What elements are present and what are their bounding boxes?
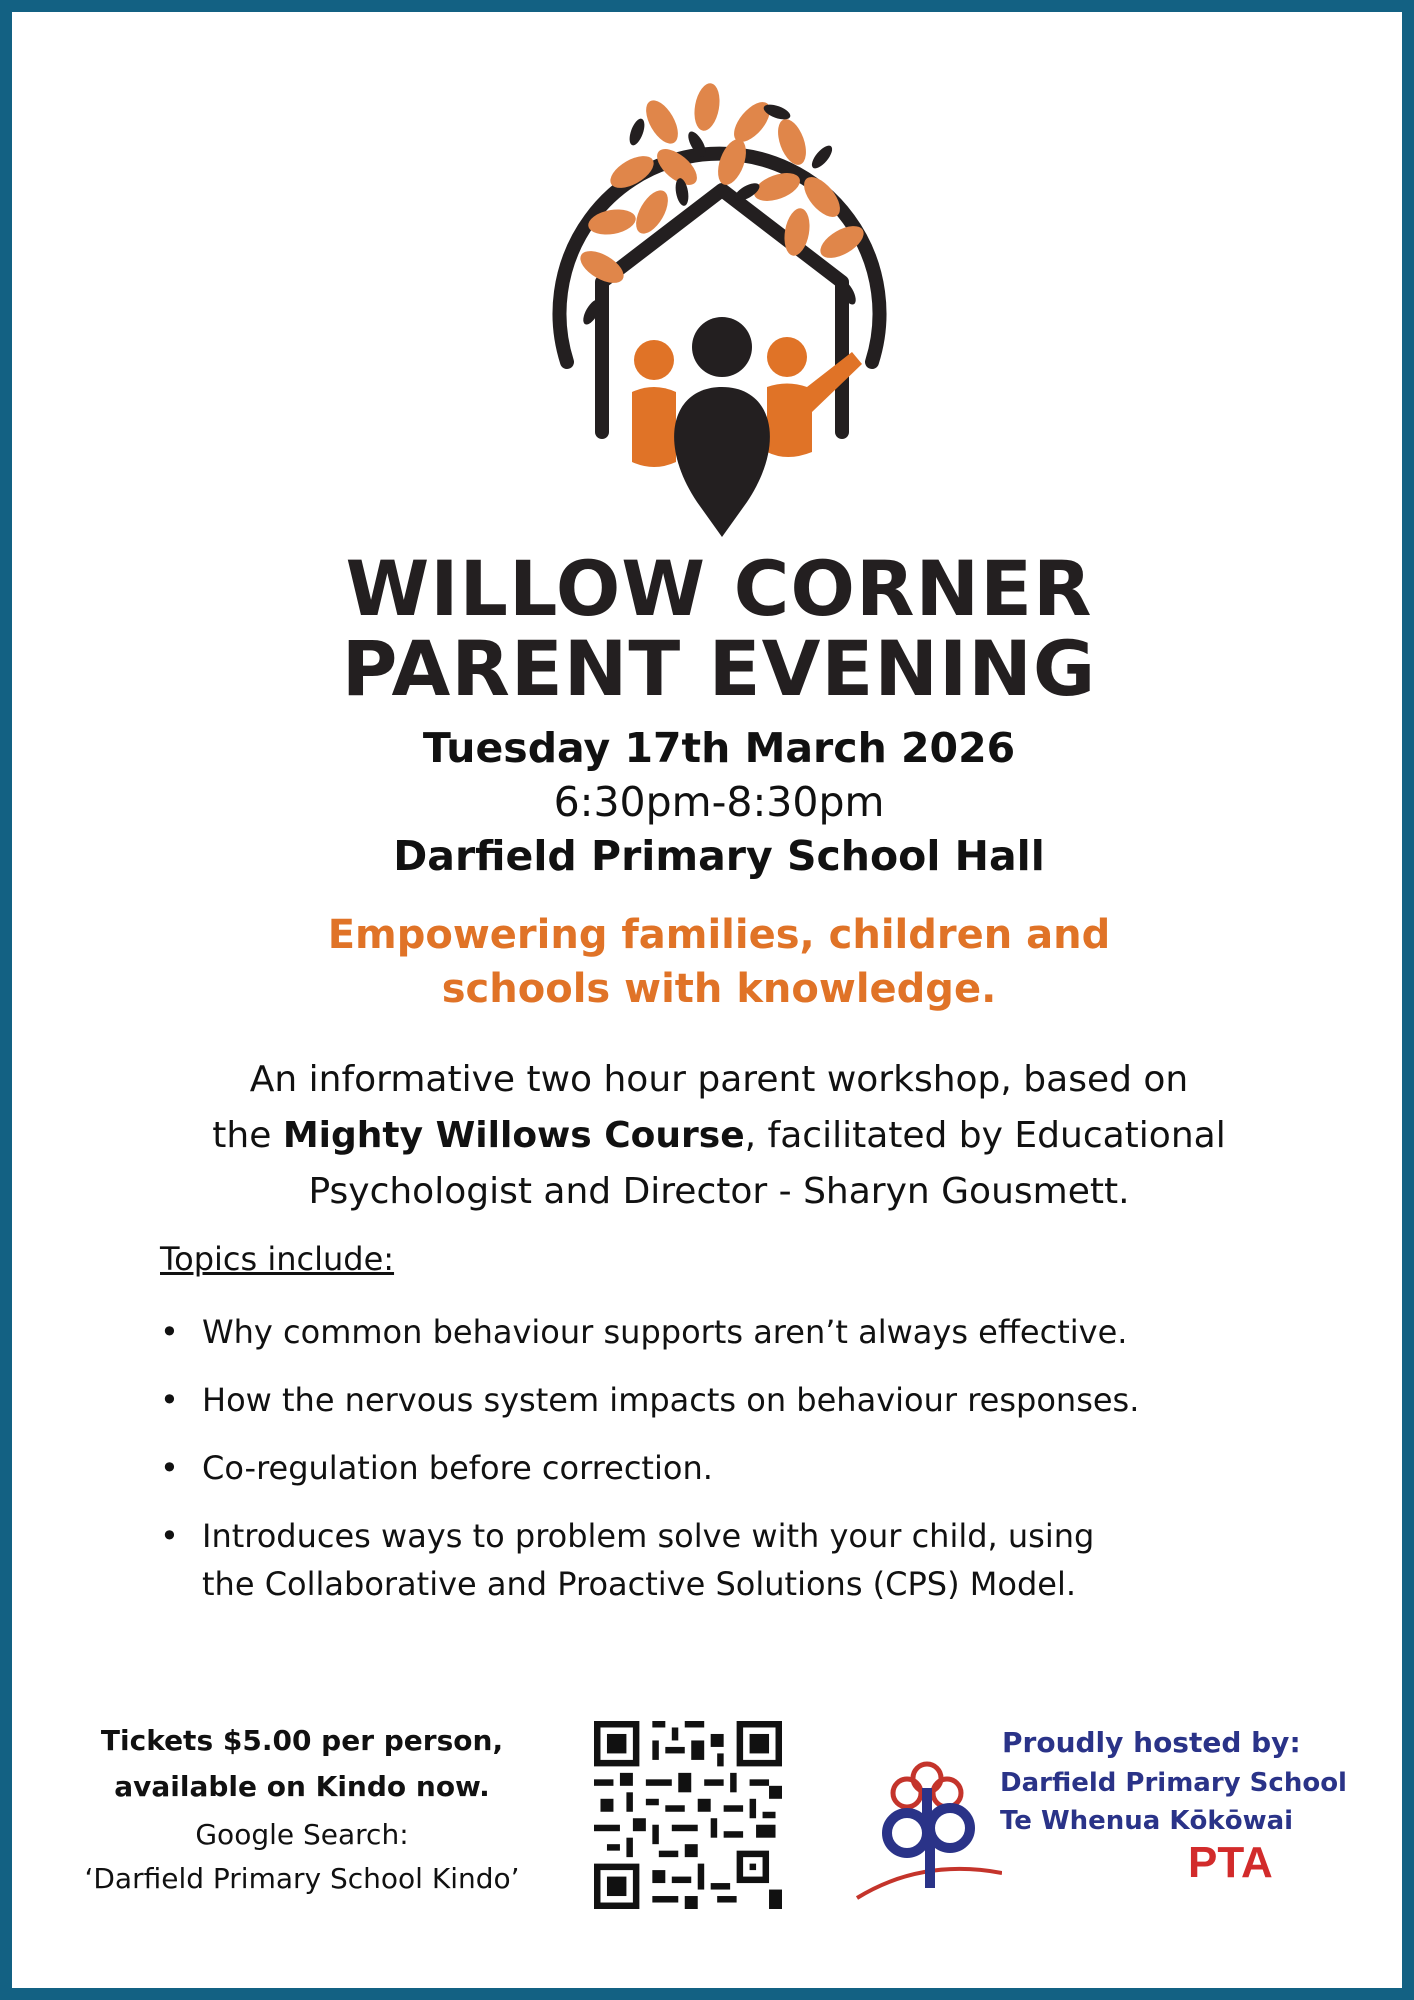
event-venue: Darfield Primary School Hall xyxy=(393,832,1045,880)
description-line2-pre: the xyxy=(212,1115,283,1156)
event-date: Tuesday 17th March 2026 xyxy=(422,724,1016,772)
tickets-price: Tickets $5.00 per person, xyxy=(100,1724,504,1757)
topic-text: How the nervous system impacts on behaviour responses. xyxy=(202,1381,1140,1419)
hosted-by-heading: Proudly hosted by: xyxy=(1002,1726,1301,1759)
tagline-line1: Empowering families, children and xyxy=(327,912,1111,958)
topic-text: Introduces ways to problem solve with your child, using xyxy=(202,1517,1095,1555)
bullet-icon: • xyxy=(160,1517,179,1555)
pta-label: PTA xyxy=(1188,1838,1273,1887)
description-line2 xyxy=(12,1108,1414,1164)
bullet-icon: • xyxy=(160,1449,179,1487)
description-line1: An informative two hour parent workshop, based on xyxy=(249,1059,1189,1100)
tickets-availability: available on Kindo now. xyxy=(114,1770,490,1803)
topic-text: Why common behaviour supports aren’t always effective. xyxy=(202,1313,1128,1351)
description-line3: Psychologist and Director - Sharyn Gousmett. xyxy=(308,1171,1130,1212)
search-label: Google Search: xyxy=(195,1818,409,1851)
darfield-school-logo xyxy=(852,1748,1002,1908)
event-time: 6:30pm-8:30pm xyxy=(553,778,885,826)
course-name: Mighty Willows Course xyxy=(282,1115,745,1156)
school-maori-name: Te Whenua Kōkōwai xyxy=(1000,1806,1294,1836)
search-query: ‘Darfield Primary School Kindo’ xyxy=(84,1862,520,1895)
school-name: Darfield Primary School xyxy=(1000,1768,1347,1798)
tagline-line2: schools with knowledge. xyxy=(441,966,997,1012)
qr-code-icon[interactable] xyxy=(594,1720,782,1910)
topic-text: Co-regulation before correction. xyxy=(202,1449,713,1487)
description-line2-post: , facilitated by Educational xyxy=(744,1115,1226,1156)
event-title-line1: WILLOW CORNER xyxy=(345,544,1093,633)
bullet-icon: • xyxy=(160,1381,179,1419)
topics-heading: Topics include: xyxy=(160,1240,395,1278)
willow-corner-logo xyxy=(542,82,902,542)
event-title-line2: PARENT EVENING xyxy=(341,624,1097,713)
bullet-icon: • xyxy=(160,1313,179,1351)
topic-text: the Collaborative and Proactive Solutions (CPS) Model. xyxy=(202,1565,1077,1603)
